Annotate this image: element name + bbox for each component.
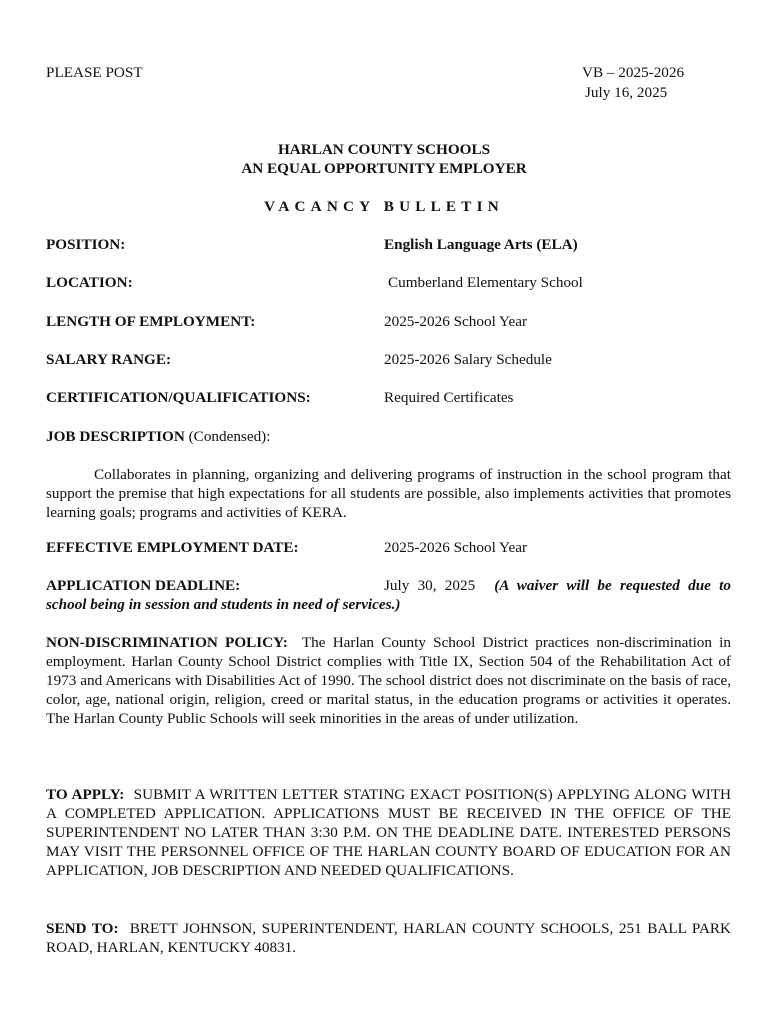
non-discrimination-text: The Harlan County School District practices non-discrimination in employment. Harlan County School District complies with Title IX, Section 504 of the Rehabilitation Act of 1973 and Americans with Disabilities Act of 1990. The school district does not discriminate on the basis of race, color, age, national origin, religion, creed or marital status, in the education programs or activities it operates. The Harlan County Public Schools will seek minorities in the areas of under utilization.: [46, 634, 731, 727]
effective-date-label: EFFECTIVE EMPLOYMENT DATE:: [46, 539, 299, 556]
to-apply-text: SUBMIT A WRITTEN LETTER STATING EXACT POSITION(S) APPLYING ALONG WITH A COMPLETED APPLICATION. APPLICATIONS MUST BE RECEIVED IN THE OFFICE OF THE SUPERINTENDENT NO LATER THAN 3:30 P.M. ON THE DEADLINE DATE. INTERESTED PERSONS MAY VISIT THE PERSONNEL OFFICE OF THE HARLAN COUNTY BOARD OF EDUCATION FOR AN APPLICATION, JOB DESCRIPTION AND NEEDED QUALIFICATIONS.: [46, 786, 732, 879]
position-label: POSITION:: [46, 236, 126, 253]
org-tagline: AN EQUAL OPPORTUNITY EMPLOYER: [241, 160, 527, 177]
to-apply-section: [46, 785, 731, 880]
deadline-date: July 30, 2025: [384, 577, 476, 594]
non-discrimination-label: NON-DISCRIMINATION POLICY:: [46, 634, 288, 651]
job-description-label: JOB DESCRIPTION: [46, 428, 185, 445]
please-post-label: PLEASE POST: [46, 64, 143, 81]
to-apply-label: TO APPLY:: [46, 786, 125, 803]
certification-label: CERTIFICATION/QUALIFICATIONS:: [46, 389, 311, 406]
waiver-note: (A waiver will be requested due to school being in session and students in need of services.): [46, 577, 731, 613]
non-discrimination-policy: [46, 633, 731, 728]
job-description-qualifier: (Condensed):: [184, 428, 271, 445]
bulletin-date: July 16, 2025: [585, 84, 668, 101]
application-deadline-value: [46, 576, 731, 614]
page-title: VACANCY BULLETIN: [264, 198, 504, 215]
send-to-section: [46, 919, 731, 957]
org-name: HARLAN COUNTY SCHOOLS: [277, 141, 491, 158]
length-of-employment-value: 2025-2026 School Year: [384, 313, 528, 330]
length-of-employment-label: LENGTH OF EMPLOYMENT:: [46, 313, 256, 330]
send-to-label: SEND TO:: [46, 920, 119, 937]
send-to-text: BRETT JOHNSON, SUPERINTENDENT, HARLAN COUNTY SCHOOLS, 251 BALL PARK ROAD, HARLAN, KENTUCKY 40831.: [46, 920, 732, 956]
location-value: Cumberland Elementary School: [388, 274, 583, 291]
position-value: English Language Arts (ELA): [384, 236, 578, 253]
effective-date-value: 2025-2026 School Year: [384, 539, 528, 556]
application-deadline-label: APPLICATION DEADLINE:: [46, 577, 241, 594]
salary-range-label: SALARY RANGE:: [46, 351, 172, 368]
bulletin-number: VB – 2025-2026: [582, 64, 685, 81]
salary-range-value: 2025-2026 Salary Schedule: [384, 351, 552, 368]
certification-value: Required Certificates: [384, 389, 514, 406]
job-description-text: Collaborates in planning, organizing and delivering programs of instruction in the school program that support the premise that high expectations for all students are possible, also implements activities that promotes learning goals; programs and activities of KERA.: [46, 466, 731, 521]
job-description-heading: [46, 427, 270, 446]
location-label: LOCATION:: [46, 274, 133, 291]
